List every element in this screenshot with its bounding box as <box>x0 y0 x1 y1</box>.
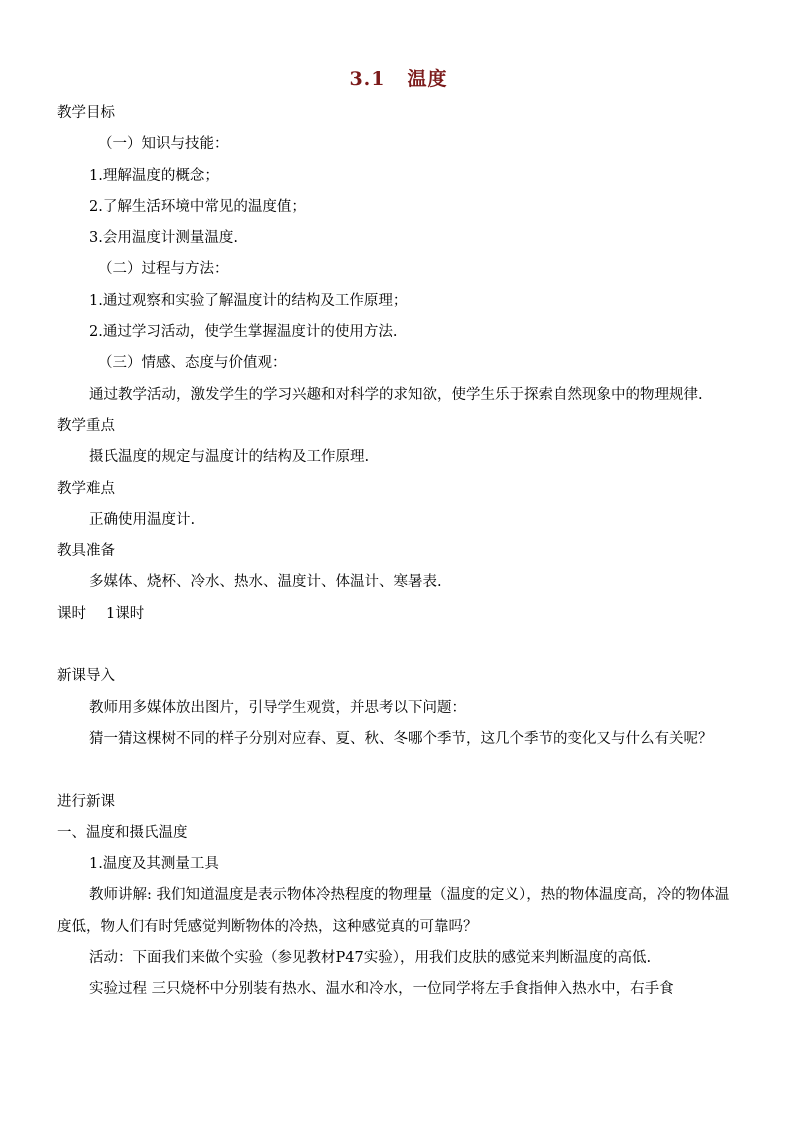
duration-value: 1课时 <box>106 605 145 622</box>
intro-heading: 新课导入 <box>57 668 115 685</box>
materials-text: 多媒体、烧杯、冷水、热水、温度计、体温计、寒暑表. <box>89 574 442 591</box>
intro-question: 猜一猜这棵树不同的样子分别对应春、夏、秋、冬哪个季节，这几个季节的变化又与什么有关呢？ <box>89 730 713 747</box>
duration-label: 课时 <box>57 605 86 622</box>
duration-row <box>57 599 740 630</box>
key-points-heading: 教学重点 <box>57 417 115 434</box>
lesson-title <box>57 62 740 96</box>
intro-line: 教师用多媒体放出图片，引导学生观赏，并思考以下问题： <box>89 699 466 716</box>
subsection-heading: 1.温度及其测量工具 <box>89 856 219 873</box>
blank-line <box>57 630 740 661</box>
lesson-title-text: 温度 <box>407 68 448 90</box>
document-page <box>57 62 740 1006</box>
knowledge-item: 1.理解温度的概念； <box>89 167 219 184</box>
difficulties-text: 正确使用温度计. <box>89 511 196 528</box>
knowledge-heading: （一）知识与技能： <box>98 136 229 153</box>
experiment-paragraph: 实验过程 三只烧杯中分别装有热水、温水和冷水，一位同学将左手食指伸入热水中，右手食 <box>89 981 674 998</box>
process-heading: （二）过程与方法： <box>98 261 229 278</box>
activity-paragraph: 活动：下面我们来做个实验（参见教材P47实验），用我们皮肤的感觉来判断温度的高低. <box>89 950 652 967</box>
knowledge-item: 2.了解生活环境中常见的温度值； <box>89 198 306 215</box>
teacher-explanation-paragraph: 教师讲解: 我们知道温度是表示物体冷热程度的物理量（温度的定义），热的物体温度高，冷的物体温度低，物人们有时凭感觉判断物体的冷热，这种感觉真的可靠吗？ <box>57 887 730 935</box>
section-heading: 一、温度和摄氏温度 <box>57 824 188 841</box>
objectives-heading: 教学目标 <box>57 105 115 121</box>
process-item: 1.通过观察和实验了解温度计的结构及工作原理； <box>89 292 408 309</box>
attitude-paragraph: 通过教学活动，激发学生的学习兴趣和对科学的求知欲，使学生乐于探索自然现象中的物理规律. <box>89 386 703 403</box>
attitude-heading: （三）情感、态度与价值观： <box>98 355 287 372</box>
difficulties-heading: 教学难点 <box>57 480 115 497</box>
blank-line <box>57 755 740 786</box>
key-points-text: 摄氏温度的规定与温度计的结构及工作原理. <box>89 449 370 466</box>
process-item: 2.通过学习活动，使学生掌握温度计的使用方法. <box>89 324 398 341</box>
materials-heading: 教具准备 <box>57 543 115 560</box>
lesson-number: 3.1 <box>349 68 386 90</box>
new-lesson-heading: 进行新课 <box>57 793 115 810</box>
knowledge-item: 3.会用温度计测量温度. <box>89 230 238 247</box>
